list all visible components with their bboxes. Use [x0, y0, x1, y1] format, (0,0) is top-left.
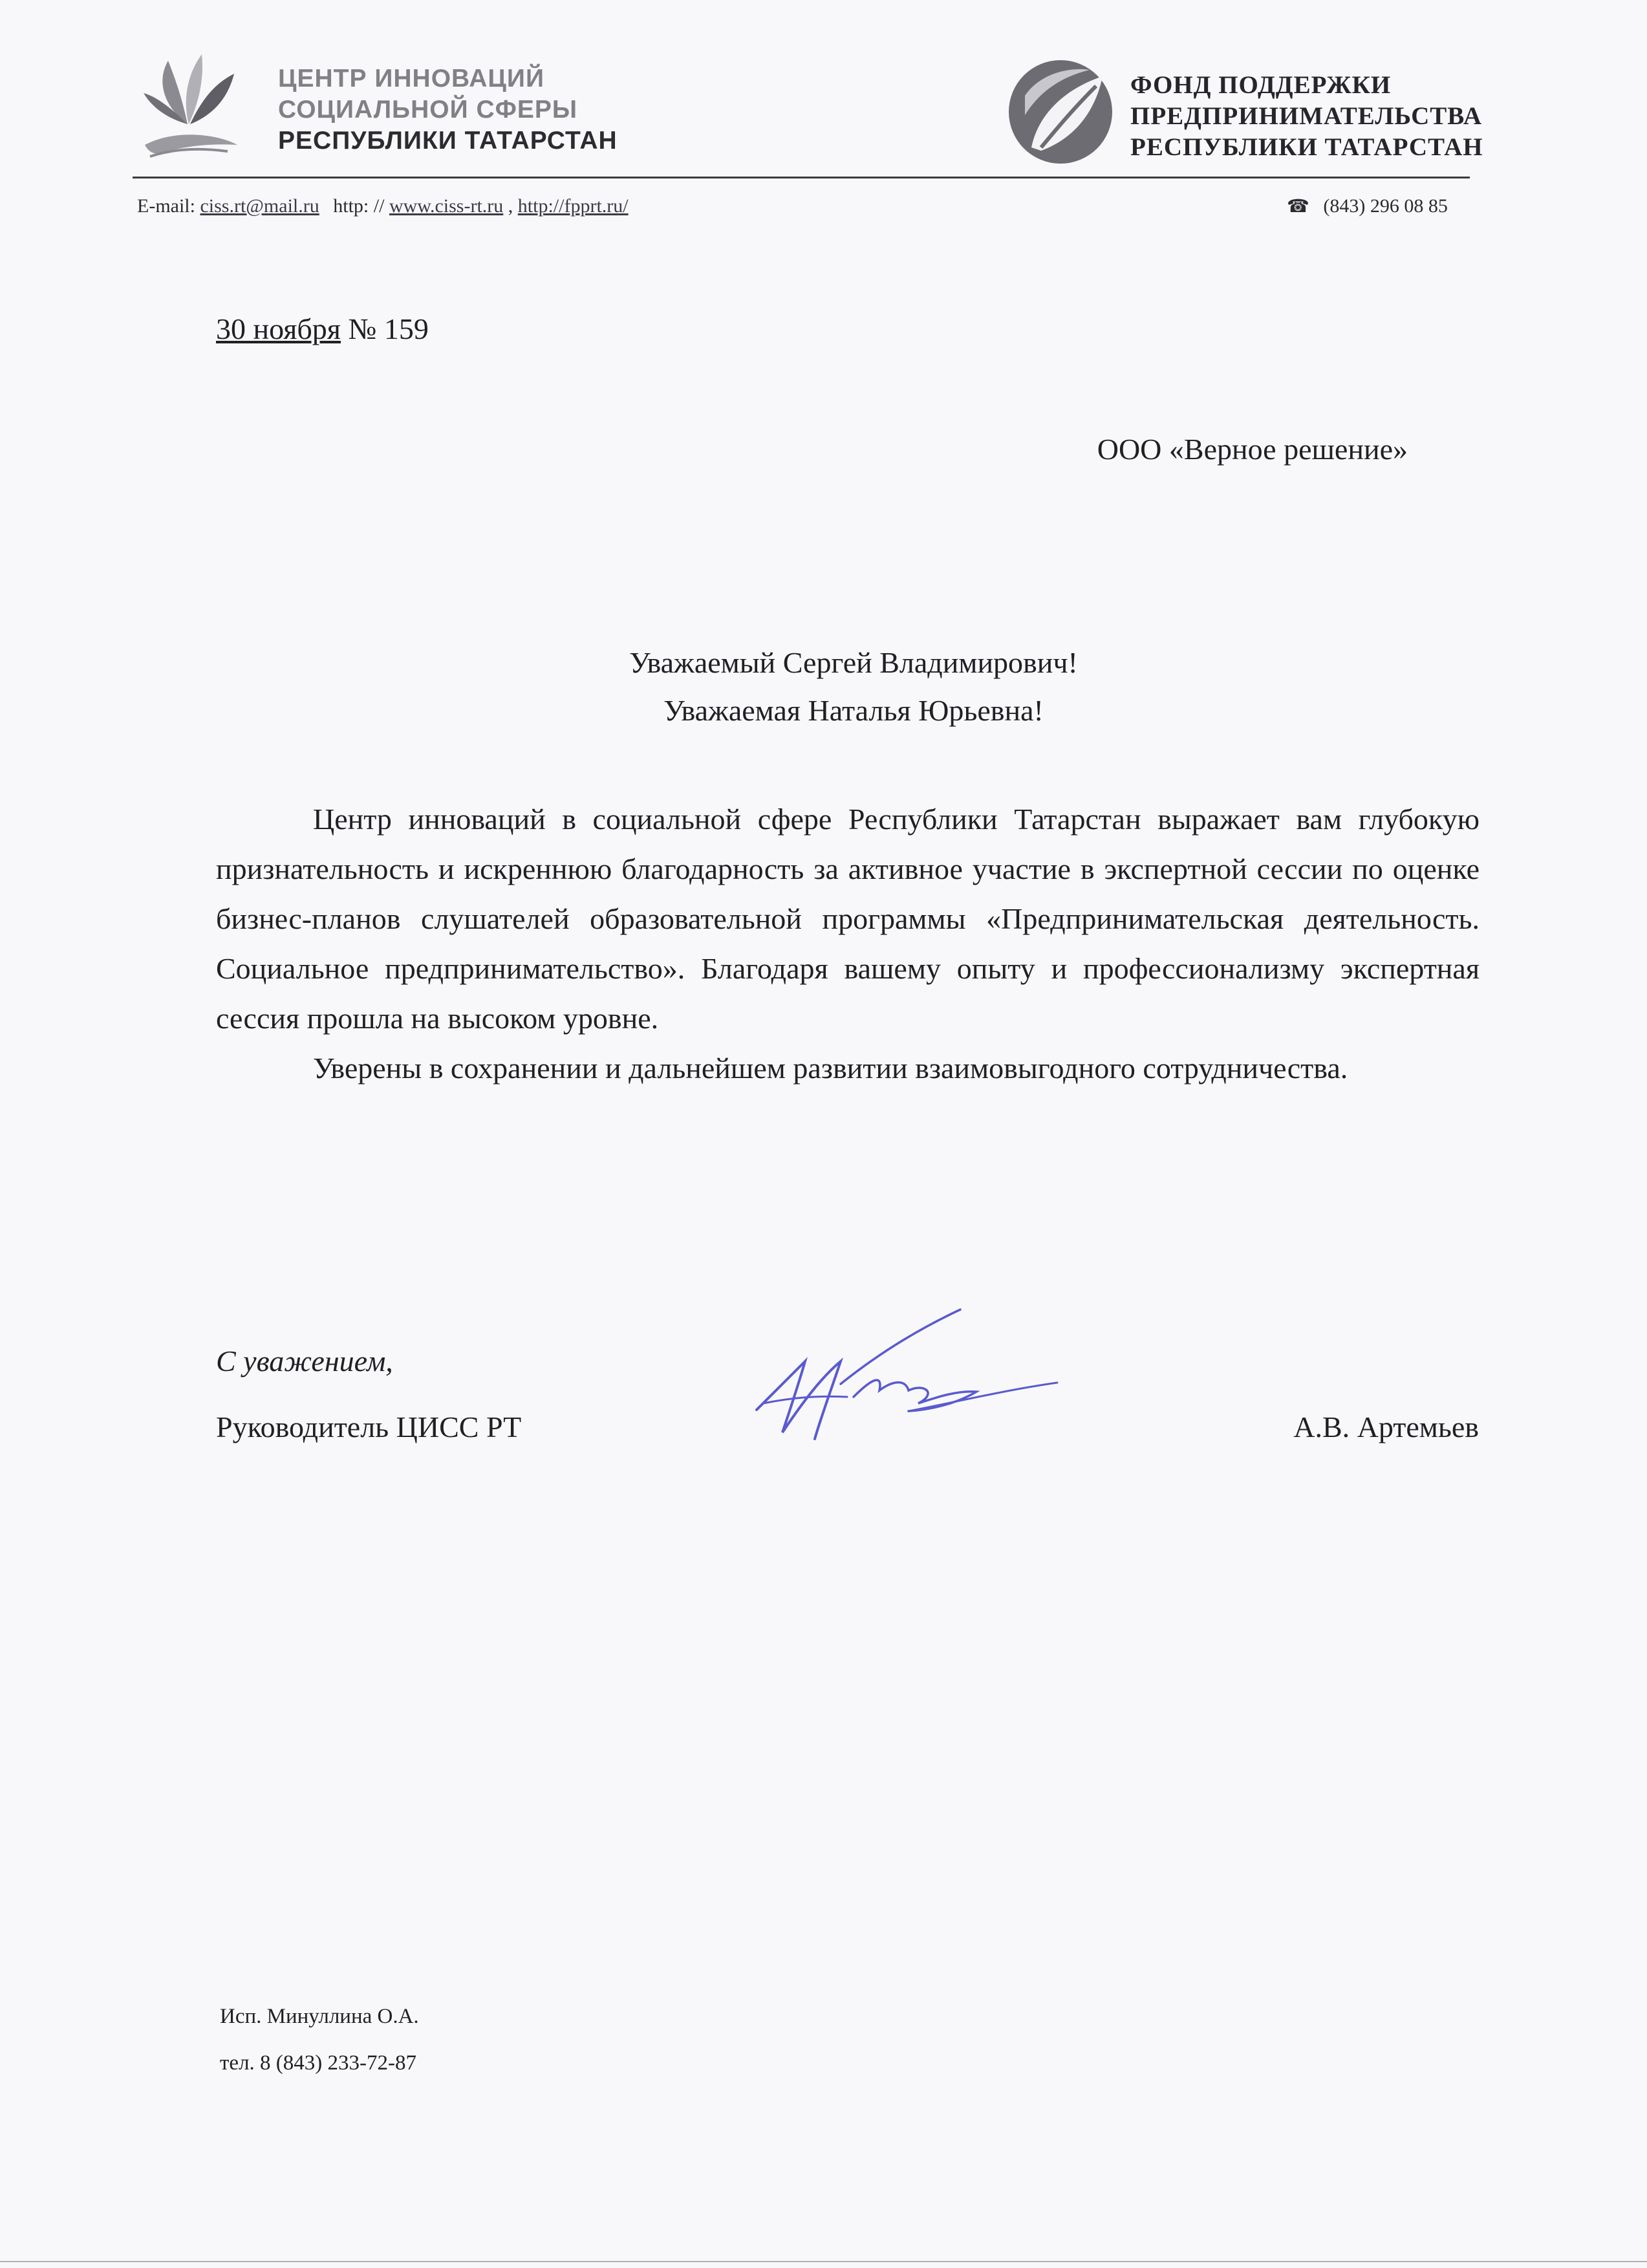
http-label: http: // [333, 195, 385, 217]
body-paragraph: Центр инноваций в социальной сфере Республики Татарстан выражает вам глубокую признательность и искреннюю благодарность за активное участие в экспертной сессии по оценке бизнес-планов слушателей образовательной программы «Предпринимательская деятельность. Социальное предпринимательство». Благодаря вашему опыту и профессионализму экспертная сессия прошла на высоком уровне. [216, 803, 1480, 1035]
left-org-line: ЦЕНТР ИННОВАЦИЙ [278, 65, 544, 92]
letter-body [216, 794, 1480, 1093]
letter-number: № 159 [348, 312, 429, 345]
leaf-circle-logo-icon [1006, 57, 1115, 167]
handwritten-signature [744, 1300, 1067, 1455]
scan-bottom-edge [0, 2261, 1647, 2262]
executor-info [220, 1993, 419, 2086]
header-phone-number: (843) 296 08 85 [1323, 195, 1448, 217]
website-link-ciss[interactable]: www.ciss-rt.ru [389, 195, 504, 217]
telephone-icon: ☎ [1287, 195, 1309, 217]
right-org-line: ФОНД ПОДДЕРЖКИ [1130, 71, 1392, 99]
executor-phone: тел. 8 (843) 233-72-87 [220, 2051, 416, 2075]
right-org-line: ПРЕДПРИНИМАТЕЛЬСТВА [1130, 102, 1482, 130]
right-org-line: РЕСПУБЛИКИ ТАТАРСТАН [1130, 133, 1483, 161]
flower-in-hand-logo-icon [137, 48, 241, 164]
header-divider [133, 177, 1470, 178]
letter-date-number [216, 312, 429, 346]
email-link[interactable]: ciss.rt@mail.ru [200, 195, 319, 217]
executor-name: Исп. Минуллина О.А. [220, 2005, 419, 2028]
left-organization-name [278, 63, 618, 157]
signer-position: Руководитель ЦИСС РТ [216, 1410, 522, 1443]
left-org-line: СОЦИАЛЬНОЙ СФЕРЫ [278, 96, 578, 124]
email-label: E-mail: [137, 195, 195, 217]
body-paragraph: Уверены в сохранении и дальнейшем развитии взаимовыгодного сотрудничества. [313, 1052, 1348, 1085]
left-org-line: РЕСПУБЛИКИ ТАТАРСТАН [278, 127, 618, 155]
contact-line [137, 195, 629, 217]
link-separator: , [508, 195, 513, 217]
header-phone [1287, 195, 1448, 217]
salutation-line: Уважаемый Сергей Владимирович! [629, 646, 1078, 679]
website-link-fpprt[interactable]: http://fpprt.ru/ [517, 195, 629, 217]
signer-name: А.В. Артемьев [1293, 1410, 1479, 1443]
recipient: ООО «Верное решение» [1097, 433, 1408, 466]
right-organization-name [1130, 70, 1483, 163]
closing-regards: С уважением, [216, 1345, 393, 1377]
salutation-line: Уважаемая Наталья Юрьевна! [663, 694, 1044, 727]
letter-date: 30 ноября [216, 312, 341, 345]
salutation [0, 639, 1647, 735]
